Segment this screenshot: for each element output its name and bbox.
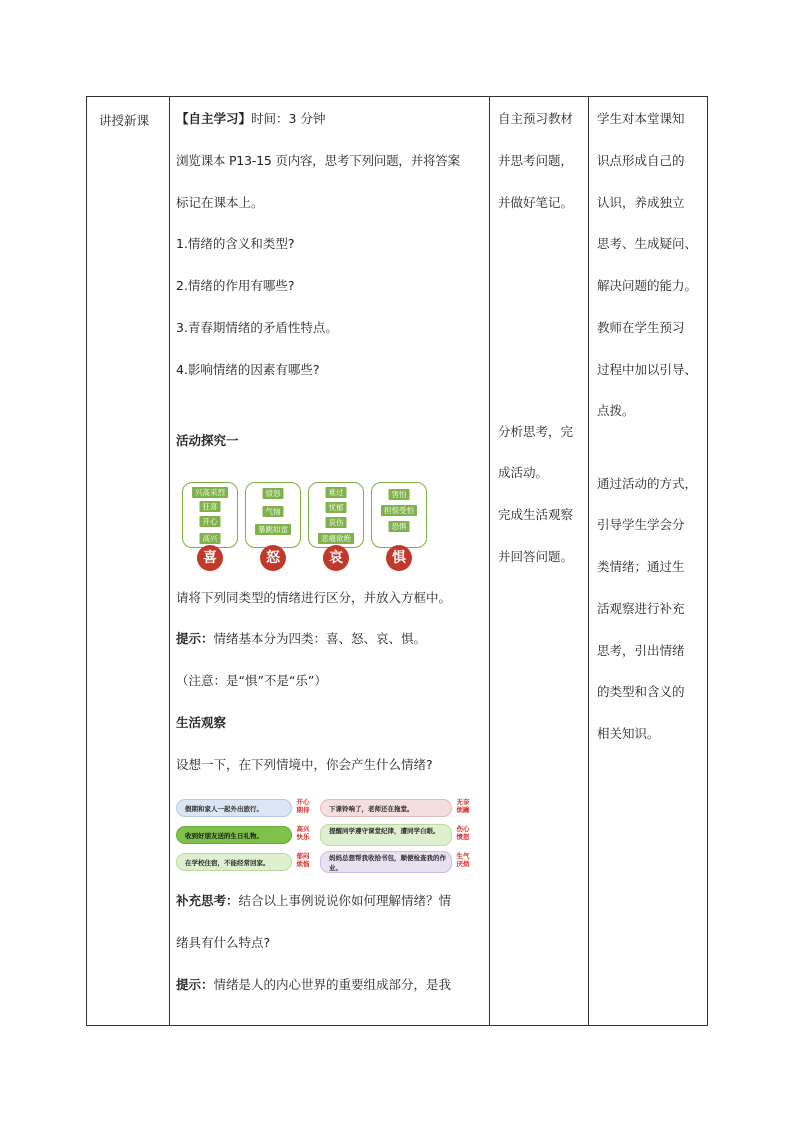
scenario-result: 无奈烦躁 — [456, 798, 470, 814]
row-label: 讲授新课 — [99, 113, 150, 128]
scenario-pill: 下课铃响了，老师还在拖堂。 — [320, 799, 452, 817]
intent-line: 认识，养成独立 — [597, 195, 685, 210]
hint-text: 情绪是人的内心世界的重要组成部分，是我 — [213, 977, 452, 992]
emotion-tag: 忧郁 — [326, 502, 347, 513]
student-line: 并回答问题。 — [498, 549, 574, 564]
life-question: 设想一下，在下列情境中，你会产生什么情绪? — [176, 757, 433, 772]
intent-line: 思考、生成疑问、 — [597, 236, 698, 251]
emotion-tag: 气恼 — [263, 506, 284, 517]
emotion-tag: 高兴 — [200, 533, 221, 544]
emotion-tag: 悲痛欲绝 — [318, 533, 354, 544]
emotion-char-joy: 喜 — [197, 545, 223, 571]
intent-line: 识点形成自己的 — [597, 153, 685, 168]
emotion-char-sorrow: 哀 — [323, 545, 349, 571]
emotion-box-fear — [371, 482, 427, 548]
emotion-tag: 难过 — [326, 487, 347, 498]
emotion-char-anger: 怒 — [260, 545, 286, 571]
emotion-tag: 哀伤 — [326, 517, 347, 528]
scenario-pill: 提醒同学遵守课堂纪律，遭同学白眼。 — [320, 824, 452, 846]
intent-line: 类情绪；通过生 — [597, 559, 685, 574]
intent-line: 通过活动的方式， — [597, 476, 698, 491]
student-line: 成活动。 — [498, 465, 549, 480]
student-activity-cell — [490, 97, 588, 1025]
heading-time: 时间：3 分钟 — [251, 111, 326, 126]
emotion-box-joy — [182, 482, 238, 548]
intent-line: 点拨。 — [597, 403, 635, 418]
emotion-tag: 开心 — [200, 516, 221, 527]
supplementary-thinking-2: 绪具有什么特点? — [176, 935, 271, 950]
scenario-pill: 在学校住宿，不能经常回家。 — [176, 853, 292, 871]
emotion-tag: 愤怒 — [263, 488, 284, 499]
intent-line: 解决问题的能力。 — [597, 278, 698, 293]
intent-line: 引导学生学会分 — [597, 517, 685, 532]
intro-line-2: 标记在课本上。 — [176, 195, 264, 210]
supplementary-thinking-1 — [176, 893, 451, 909]
student-line: 分析思考，完 — [498, 424, 574, 439]
scenario-result: 高兴快乐 — [296, 825, 310, 841]
activity-title: 活动探究一 — [176, 433, 239, 448]
emotion-tag: 害怕 — [389, 489, 410, 500]
emotion-char-fear: 惧 — [386, 545, 412, 571]
student-line: 自主预习教材 — [498, 111, 574, 126]
heading-bracket: 【自主学习】 — [176, 111, 252, 126]
life-observation-title: 生活观察 — [176, 715, 227, 730]
self-study-heading — [176, 111, 325, 127]
supp-text: 结合以上事例说说你如何理解情绪？情 — [238, 893, 452, 908]
scenario-pill: 收到好朋友送的生日礼物。 — [176, 826, 292, 844]
hint-text: 情绪基本分为四类：喜、怒、哀、惧。 — [213, 631, 427, 646]
intent-line: 相关知识。 — [597, 726, 660, 741]
emotion-tag: 狂喜 — [200, 501, 221, 512]
scenario-result: 生气厌烦 — [456, 852, 470, 868]
scenario-result: 郁闷烦恼 — [296, 852, 310, 868]
content-cell — [170, 97, 489, 1025]
student-line: 完成生活观察 — [498, 507, 574, 522]
row-label-cell — [87, 97, 169, 129]
supp-label: 补充思考： — [176, 893, 239, 908]
question-1: 1.情绪的含义和类型? — [176, 236, 295, 251]
note-text: （注意：是“惧”不是“乐”） — [176, 673, 327, 688]
scenario-pill: 假期和家人一起外出旅行。 — [176, 799, 292, 817]
question-2: 2.情绪的作用有哪些? — [176, 278, 295, 293]
scenario-pill: 妈妈总想帮我收拾书包，顺便检查我的作业。 — [320, 851, 452, 873]
emotion-tag: 兴高采烈 — [192, 487, 228, 498]
emotion-box-sorrow — [308, 482, 364, 548]
hint-2 — [176, 977, 451, 993]
student-line: 并做好笔记。 — [498, 195, 574, 210]
instruction-text: 请将下列同类型的情绪进行区分，并放入方框中。 — [176, 590, 452, 605]
intent-line: 的类型和含义的 — [597, 684, 685, 699]
question-3: 3.青春期情绪的矛盾性特点。 — [176, 320, 338, 335]
emotion-tag: 担惊受怕 — [381, 505, 417, 516]
intro-line-1: 浏览课本 P13-15 页内容，思考下列问题，并将答案 — [176, 153, 460, 168]
scenario-result: 开心期待 — [296, 798, 310, 814]
emotion-tag: 暴跳如雷 — [255, 524, 291, 535]
hint-label: 提示： — [176, 977, 214, 992]
intent-line: 过程中加以引导、 — [597, 362, 698, 377]
intent-line: 学生对本堂课知 — [597, 111, 685, 126]
hint-1 — [176, 631, 426, 647]
scenario-result: 伤心愤怒 — [456, 825, 470, 841]
intent-line: 活观察进行补充 — [597, 601, 685, 616]
hint-label: 提示： — [176, 631, 214, 646]
intent-line: 思考，引出情绪 — [597, 643, 685, 658]
question-4: 4.影响情绪的因素有哪些? — [176, 362, 320, 377]
emotion-box-anger — [245, 482, 301, 548]
student-line: 并思考问题， — [498, 153, 574, 168]
intent-line: 教师在学生预习 — [597, 320, 685, 335]
emotion-tag: 恐惧 — [389, 521, 410, 532]
design-intent-cell — [589, 97, 709, 1025]
lesson-table — [86, 96, 708, 1026]
